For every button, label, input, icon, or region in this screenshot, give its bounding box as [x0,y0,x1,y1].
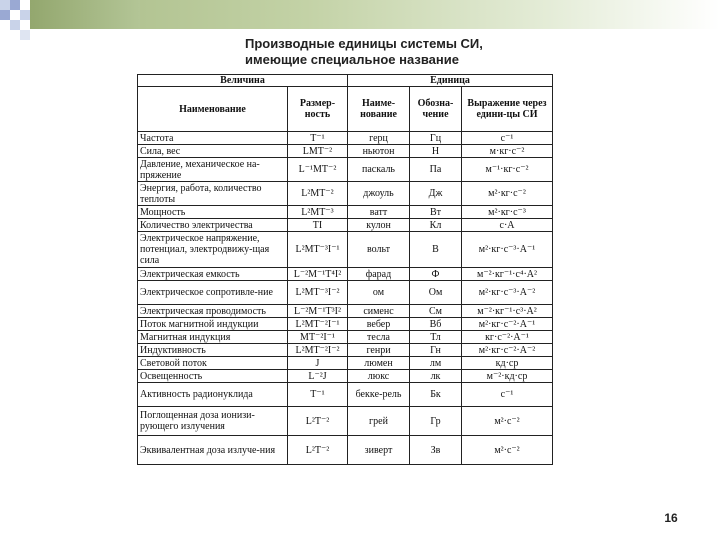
quantity-name-cell: Освещенность [138,370,288,383]
unit-name-cell: сименс [348,305,410,318]
unit-name-cell: вольт [348,232,410,268]
unit-symbol-cell: В [410,232,462,268]
quantity-name-cell: Активность радионуклида [138,383,288,407]
dimension-cell: LMT⁻² [288,145,348,158]
quantity-name-cell: Частота [138,132,288,145]
unit-symbol-cell: Тл [410,331,462,344]
unit-symbol-cell: Зв [410,436,462,465]
dimension-cell: J [288,357,348,370]
unit-symbol-cell: Н [410,145,462,158]
unit-name-cell: беккe-рель [348,383,410,407]
unit-symbol-cell: См [410,305,462,318]
table-row [138,357,553,370]
decor-square [0,10,10,20]
quantity-name-cell: Электрическое сопротивле-ние [138,281,288,305]
unit-name-cell: зиверт [348,436,410,465]
col-header-expression: Выражение через едини-цы СИ [462,87,553,132]
unit-name-cell: паскаль [348,158,410,182]
dimension-cell: L²MT⁻³ [288,206,348,219]
si-expression-cell: м⁻²·кг⁻¹·с³·А² [462,305,553,318]
unit-name-cell: тесла [348,331,410,344]
unit-symbol-cell: Гн [410,344,462,357]
table-row [138,281,553,305]
unit-symbol-cell: Дж [410,182,462,206]
col-header-dimension: Размер-ность [288,87,348,132]
unit-symbol-cell: Вт [410,206,462,219]
unit-name-cell: джоуль [348,182,410,206]
page-number: 16 [664,511,678,525]
unit-name-cell: фарад [348,268,410,281]
si-expression-cell: с·А [462,219,553,232]
unit-name-cell: кулон [348,219,410,232]
dimension-cell: L⁻²M⁻¹T³I² [288,305,348,318]
unit-symbol-cell: Гц [410,132,462,145]
table-row [138,232,553,268]
table-row [138,158,553,182]
col-header-name: Наименование [138,87,288,132]
quantity-name-cell: Эквивалентная доза излуче-ния [138,436,288,465]
title-line-2: имеющие специальное название [245,52,459,67]
table-row [138,383,553,407]
header-gradient-accent [30,0,140,29]
table-row [138,370,553,383]
dimension-cell: L⁻²M⁻¹T⁴I² [288,268,348,281]
dimension-cell: MT⁻²I⁻¹ [288,331,348,344]
si-expression-cell: м²·кг·с⁻² [462,182,553,206]
unit-name-cell: герц [348,132,410,145]
page-title [245,36,575,68]
si-expression-cell: м²·с⁻² [462,436,553,465]
table-row [138,219,553,232]
decor-square [20,30,30,40]
si-expression-cell: м²·кг·с⁻²·А⁻¹ [462,318,553,331]
dimension-cell: TI [288,219,348,232]
si-expression-cell: м⁻²·кг⁻¹·с⁴·А² [462,268,553,281]
quantity-name-cell: Световой поток [138,357,288,370]
col-header-unit-name: Наиме-нование [348,87,410,132]
quantity-name-cell: Электрическая емкость [138,268,288,281]
dimension-cell: T⁻¹ [288,383,348,407]
dimension-cell: T⁻¹ [288,132,348,145]
quantity-name-cell: Магнитная индукция [138,331,288,344]
unit-symbol-cell: Кл [410,219,462,232]
table-row [138,407,553,436]
table-body [138,132,553,465]
table-row [138,206,553,219]
unit-name-cell: ньютон [348,145,410,158]
decor-square [20,10,30,20]
decor-square [0,0,10,10]
quantity-name-cell: Поглощенная доза ионизи-рующего излучения [138,407,288,436]
si-expression-cell: м²·кг·с⁻³·А⁻¹ [462,232,553,268]
quantity-name-cell: Электрическое напряжение, потенциал, электродвижу-щая сила [138,232,288,268]
unit-symbol-cell: Па [410,158,462,182]
table-row [138,182,553,206]
si-expression-cell: м²·кг·с⁻³·А⁻² [462,281,553,305]
dimension-cell: L⁻²J [288,370,348,383]
unit-name-cell: люкс [348,370,410,383]
unit-symbol-cell: Ф [410,268,462,281]
unit-name-cell: ом [348,281,410,305]
table-row [138,268,553,281]
table-row [138,318,553,331]
si-expression-cell: кд·ср [462,357,553,370]
unit-name-cell: генри [348,344,410,357]
group-header-quantity: Величина [138,75,348,87]
dimension-cell: L²MT⁻³I⁻² [288,281,348,305]
si-expression-cell: кг·с⁻²·А⁻¹ [462,331,553,344]
unit-symbol-cell: Ом [410,281,462,305]
col-header-symbol: Обозна-чение [410,87,462,132]
quantity-name-cell: Поток магнитной индукции [138,318,288,331]
si-expression-cell: м⁻²·кд·ср [462,370,553,383]
quantity-name-cell: Мощность [138,206,288,219]
unit-name-cell: ватт [348,206,410,219]
dimension-cell: L²MT⁻²I⁻² [288,344,348,357]
dimension-cell: L²MT⁻³I⁻¹ [288,232,348,268]
quantity-name-cell: Сила, вес [138,145,288,158]
title-line-1: Производные единицы системы СИ, [245,36,483,51]
unit-name-cell: люмен [348,357,410,370]
unit-symbol-cell: лк [410,370,462,383]
dimension-cell: L²MT⁻² [288,182,348,206]
unit-symbol-cell: Вб [410,318,462,331]
table-row [138,436,553,465]
unit-symbol-cell: лм [410,357,462,370]
decor-square [10,20,20,30]
dimension-cell: L⁻¹MT⁻² [288,158,348,182]
si-expression-cell: с⁻¹ [462,132,553,145]
table-row [138,132,553,145]
quantity-name-cell: Давление, механическое на-пряжение [138,158,288,182]
si-expression-cell: м·кг·с⁻² [462,145,553,158]
dimension-cell: L²T⁻² [288,407,348,436]
unit-name-cell: вебер [348,318,410,331]
unit-symbol-cell: Бк [410,383,462,407]
unit-name-cell: грей [348,407,410,436]
si-expression-cell: м²·с⁻² [462,407,553,436]
si-units-table [137,74,553,465]
quantity-name-cell: Энергия, работа, количество теплоты [138,182,288,206]
table-row [138,305,553,318]
si-expression-cell: м²·кг·с⁻³ [462,206,553,219]
table-row [138,344,553,357]
dimension-cell: L²T⁻² [288,436,348,465]
decor-square [10,0,20,10]
quantity-name-cell: Электрическая проводимость [138,305,288,318]
si-expression-cell: с⁻¹ [462,383,553,407]
table-row [138,331,553,344]
group-header-unit: Единица [348,75,553,87]
si-expression-cell: м⁻¹·кг·с⁻² [462,158,553,182]
unit-symbol-cell: Гр [410,407,462,436]
quantity-name-cell: Индуктивность [138,344,288,357]
dimension-cell: L²MT⁻²I⁻¹ [288,318,348,331]
table-row [138,145,553,158]
si-expression-cell: м²·кг·с⁻²·А⁻² [462,344,553,357]
quantity-name-cell: Количество электричества [138,219,288,232]
